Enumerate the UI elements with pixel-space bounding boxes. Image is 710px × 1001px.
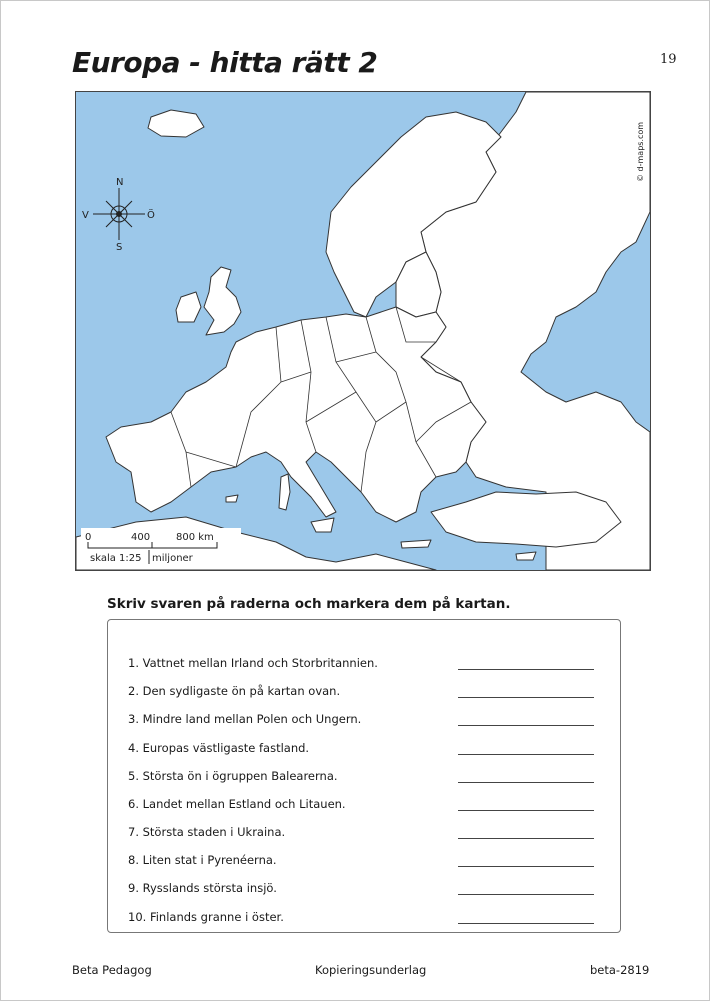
compass-west-label: V: [82, 210, 89, 221]
answer-line[interactable]: [458, 697, 594, 698]
question-text: 4. Europas västligaste fastland.: [128, 741, 310, 755]
iceland-land: [148, 110, 204, 137]
answer-line[interactable]: [458, 725, 594, 726]
question-item: [128, 710, 598, 730]
balearic-land: [226, 495, 238, 502]
answer-line[interactable]: [458, 923, 594, 924]
question-text: 5. Största ön i ögruppen Balearerna.: [128, 769, 338, 783]
footer-code: beta-2819: [590, 963, 650, 977]
question-text: 1. Vattnet mellan Irland och Storbritannien.: [128, 656, 378, 670]
answer-line[interactable]: [458, 669, 594, 670]
question-text: 8. Liten stat i Pyrenéerna.: [128, 853, 277, 867]
question-item: [128, 682, 598, 702]
page-number: 19: [660, 52, 677, 67]
answer-line[interactable]: [458, 838, 594, 839]
question-text: 6. Landet mellan Estland och Litauen.: [128, 797, 346, 811]
question-item: [128, 879, 598, 899]
scale-tick-800: 800 km: [176, 532, 214, 543]
answer-line[interactable]: [458, 894, 594, 895]
answer-line[interactable]: [458, 866, 594, 867]
scale-caption-left: skala 1:25: [90, 553, 142, 564]
europe-map-svg: [76, 92, 650, 570]
question-item: [128, 823, 598, 843]
scale-tick-400: 400: [131, 532, 151, 543]
question-text: 3. Mindre land mellan Polen och Ungern.: [128, 712, 362, 726]
question-item: [128, 767, 598, 787]
europe-map: [75, 91, 651, 571]
question-item: [128, 739, 598, 759]
page-title: Europa - hitta rätt 2: [72, 46, 378, 79]
question-item: [128, 654, 598, 674]
answer-line[interactable]: [458, 810, 594, 811]
footer-copy-note: Kopieringsunderlag: [315, 963, 427, 977]
compass-east-label: Ö: [147, 210, 155, 221]
question-item: [128, 851, 598, 871]
question-text: 10. Finlands granne i öster.: [128, 910, 284, 924]
mainland-europe-land: [106, 307, 486, 522]
question-text: 9. Rysslands största insjö.: [128, 881, 277, 895]
anatolia-land: [431, 492, 621, 547]
compass-south-label: S: [116, 242, 123, 253]
cyprus-land: [516, 552, 536, 560]
compass-north-label: N: [116, 177, 124, 188]
answer-line[interactable]: [458, 782, 594, 783]
compass-rose: [93, 188, 145, 240]
crete-land: [401, 540, 431, 548]
question-text: 7. Största staden i Ukraina.: [128, 825, 286, 839]
sicily-land: [311, 518, 334, 532]
question-text: 2. Den sydligaste ön på kartan ovan.: [128, 684, 341, 698]
scale-caption-right: miljoner: [152, 553, 193, 564]
footer-publisher: Beta Pedagog: [72, 963, 152, 977]
answer-line[interactable]: [458, 754, 594, 755]
scale-tick-0: 0: [85, 532, 92, 543]
question-item: [128, 795, 598, 815]
instruction-text: Skriv svaren på raderna och markera dem på kartan.: [107, 596, 511, 612]
question-box: [107, 619, 621, 933]
great-britain-land: [204, 267, 241, 335]
ireland-land: [176, 292, 201, 322]
corsica-sardinia-land: [279, 474, 290, 510]
map-copyright: © d-maps.com: [636, 121, 645, 182]
question-item: [128, 908, 598, 928]
